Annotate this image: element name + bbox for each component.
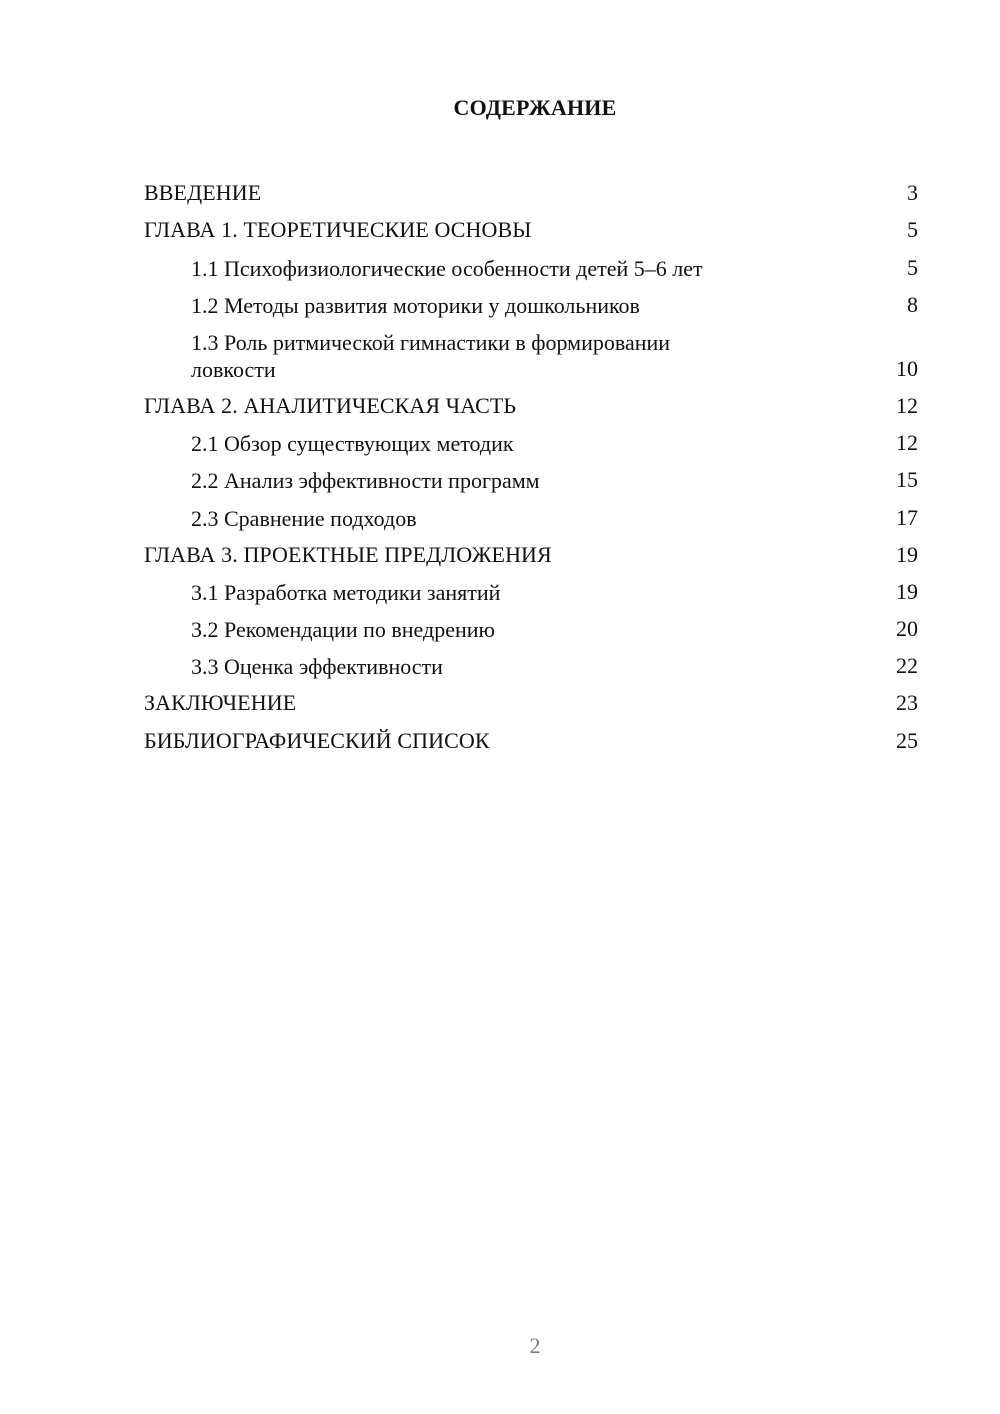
table-of-contents [144, 170, 918, 755]
page-number: 2 [529, 1333, 541, 1358]
toc-entry-page: 17 [896, 504, 918, 530]
toc-entry-section-1-2[interactable] [144, 282, 918, 319]
toc-entry-page: 22 [896, 653, 918, 679]
toc-entry-label: БИБЛИОГРАФИЧЕСКИЙ СПИСОК [144, 727, 490, 753]
toc-entry-label: 3.3 Оценка эффективности [191, 654, 443, 680]
toc-entry-page: 12 [896, 392, 918, 418]
toc-heading: СОДЕРЖАНИЕ [453, 95, 617, 120]
toc-entry-conclusion[interactable] [144, 680, 918, 717]
toc-entry-label: 1.1 Психофизиологические особенности детей 5–6 лет [191, 255, 703, 281]
toc-entry-label: 1.2 Методы развития моторики у дошкольников [191, 292, 640, 318]
toc-entry-chapter-1[interactable] [144, 207, 918, 244]
toc-entry-label: 3.1 Разработка методики занятий [191, 579, 501, 605]
toc-entry-chapter-3[interactable] [144, 532, 918, 569]
toc-entry-label: 3.2 Рекомендации по внедрению [191, 617, 495, 643]
toc-entry-section-1-1[interactable] [144, 244, 918, 281]
toc-entry-label: ГЛАВА 2. АНАЛИТИЧЕСКАЯ ЧАСТЬ [144, 392, 517, 418]
toc-entry-page: 8 [907, 291, 918, 317]
toc-entry-label: 1.3 Роль ритмической гимнастики в формировании ловкости [191, 329, 671, 382]
toc-entry-label: ГЛАВА 1. ТЕОРЕТИЧЕСКИЕ ОСНОВЫ [144, 217, 532, 243]
toc-entry-label: ЗАКЛЮЧЕНИЕ [144, 690, 297, 716]
toc-entry-section-2-2[interactable] [144, 457, 918, 494]
toc-entry-page: 10 [896, 355, 918, 381]
toc-entry-label: 2.2 Анализ эффективности программ [191, 468, 540, 494]
toc-entry-page: 12 [896, 430, 918, 456]
toc-entry-bibliography[interactable] [144, 717, 918, 754]
toc-entry-section-2-1[interactable] [144, 420, 918, 457]
toc-entry-introduction[interactable] [144, 170, 918, 207]
toc-entry-section-3-2[interactable] [144, 606, 918, 643]
toc-entry-section-3-1[interactable] [144, 569, 918, 606]
toc-entry-page: 5 [907, 254, 918, 280]
toc-entry-label: ГЛАВА 3. ПРОЕКТНЫЕ ПРЕДЛОЖЕНИЯ [144, 541, 552, 567]
toc-entry-chapter-2[interactable] [144, 383, 918, 420]
toc-entry-section-3-3[interactable] [144, 643, 918, 680]
toc-entry-section-2-3[interactable] [144, 494, 918, 531]
toc-entry-label: 2.3 Сравнение подходов [191, 505, 417, 531]
toc-entry-page: 3 [907, 180, 918, 206]
toc-entry-page: 20 [896, 616, 918, 642]
toc-entry-page: 19 [896, 541, 918, 567]
toc-entry-page: 15 [896, 467, 918, 493]
toc-entry-label: 2.1 Обзор существующих методик [191, 431, 514, 457]
toc-entry-page: 5 [907, 217, 918, 243]
toc-entry-page: 23 [896, 690, 918, 716]
toc-entry-label: ВВЕДЕНИЕ [144, 180, 262, 206]
toc-entry-page: 25 [896, 727, 918, 753]
toc-entry-page: 19 [896, 578, 918, 604]
toc-entry-section-1-3[interactable] [144, 319, 918, 383]
